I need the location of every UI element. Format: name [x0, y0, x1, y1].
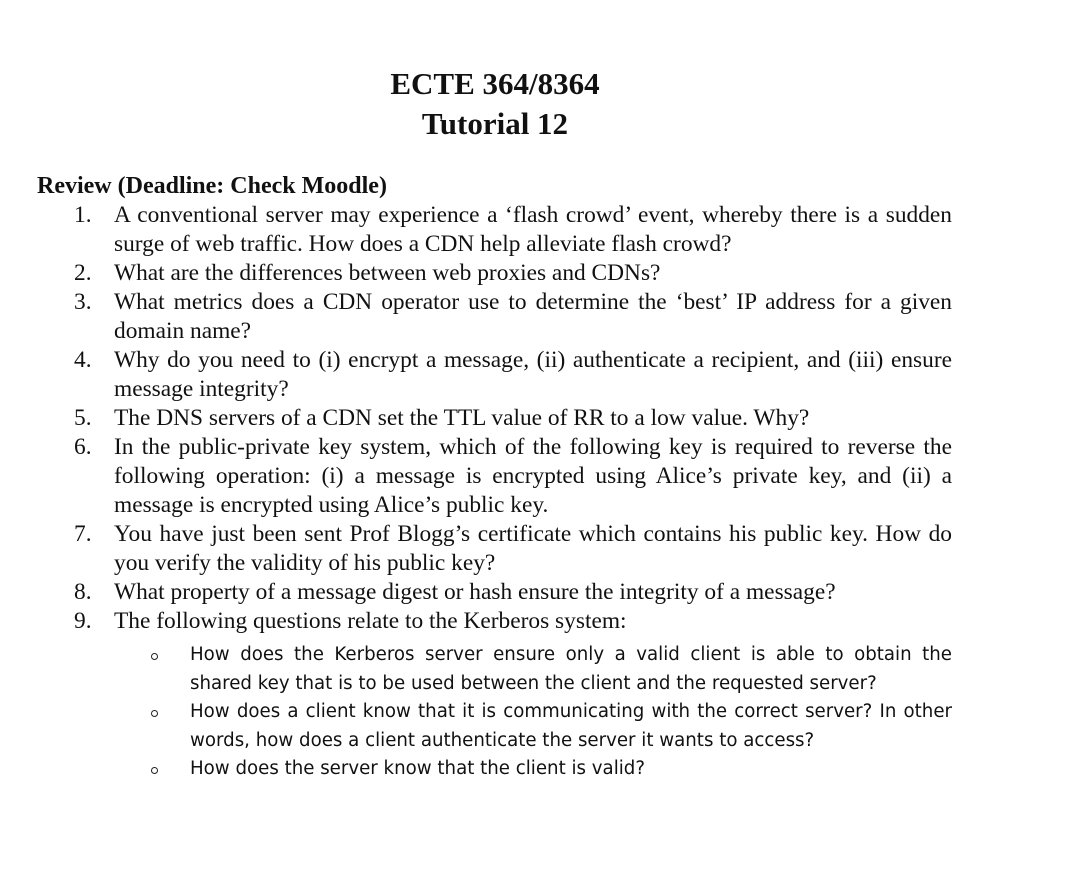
question-6 — [0, 433, 952, 520]
kerberos-subquestion-list — [0, 641, 1080, 784]
hollow-bullet-icon — [151, 755, 165, 784]
question-text: The following questions relate to the Kerberos system: — [114, 608, 627, 634]
question-7 — [0, 520, 952, 578]
question-text: What property of a message digest or hash ensure the integrity of a message? — [114, 579, 836, 605]
question-text: What metrics does a CDN operator use to determine the ‘best’ IP address for a given domain name? — [114, 289, 952, 344]
question-text: In the public-private key system, which of the following key is required to reverse the following operation: (i) a message is encrypted using Alice’s private key, and (ii) a message is encrypted using Alice’s public key. — [114, 434, 952, 518]
question-number: 8. — [74, 579, 92, 605]
question-4 — [0, 346, 952, 404]
question-list — [0, 201, 1080, 636]
question-9 — [0, 607, 952, 636]
kerberos-subquestion — [0, 698, 952, 755]
question-number: 7. — [74, 521, 92, 547]
question-text: You have just been sent Prof Blogg’s certificate which contains his public key. How do you verify the validity of his public key? — [114, 521, 952, 576]
tutorial-title: Tutorial 12 — [421, 106, 569, 141]
course-code-title: ECTE 364/8364 — [390, 66, 600, 101]
question-number: 4. — [74, 347, 92, 373]
question-number: 9. — [74, 608, 92, 634]
question-3 — [0, 288, 952, 346]
question-8 — [0, 578, 952, 607]
hollow-bullet-icon — [151, 641, 165, 670]
subquestion-text: How does the server know that the client is valid? — [190, 758, 646, 779]
hollow-bullet-icon — [151, 698, 165, 727]
question-1 — [0, 201, 952, 259]
subquestion-text: How does the Kerberos server ensure only a valid client is able to obtain the shared key that is to be used between the client and the requested server? — [190, 644, 952, 694]
review-heading: Review (Deadline: Check Moodle) — [37, 173, 387, 199]
question-text: The DNS servers of a CDN set the TTL value of RR to a low value. Why? — [114, 405, 810, 431]
question-number: 1. — [74, 202, 92, 228]
question-number: 3. — [74, 289, 92, 315]
subquestion-text: How does a client know that it is communicating with the correct server? In other words, how does a client authenticate the server it wants to access? — [190, 701, 952, 751]
question-number: 5. — [74, 405, 92, 431]
question-text: A conventional server may experience a ‘flash crowd’ event, whereby there is a sudden surge of web traffic. How does a CDN help alleviate flash crowd? — [114, 202, 952, 257]
kerberos-subquestion — [0, 755, 952, 784]
question-number: 6. — [74, 434, 92, 460]
question-text: Why do you need to (i) encrypt a message, (ii) authenticate a recipient, and (iii) ensure message integrity? — [114, 347, 952, 402]
kerberos-subquestion — [0, 641, 952, 698]
question-5 — [0, 404, 952, 433]
question-text: What are the differences between web proxies and CDNs? — [114, 260, 661, 286]
question-number: 2. — [74, 260, 92, 286]
question-2 — [0, 259, 952, 288]
